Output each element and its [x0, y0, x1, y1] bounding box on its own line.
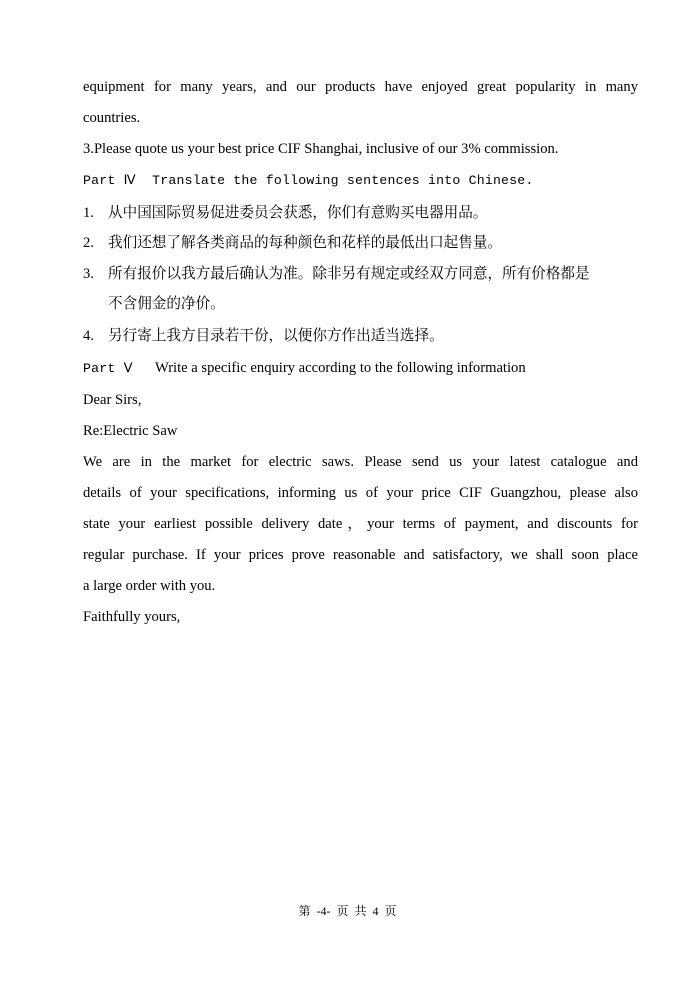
list-text: 我们还想了解各类商品的每种颜色和花样的最低出口起售量。 — [108, 234, 503, 251]
closing: Faithfully yours, — [83, 609, 181, 625]
part-v-text: Write a specific enquiry according to the following information — [155, 360, 526, 376]
list-item — [83, 233, 638, 253]
body-line: state your earliest possible delivery date，your terms of payment, and discounts for — [83, 516, 638, 532]
list-number: 4. — [83, 328, 94, 344]
list-number: 1. — [83, 205, 94, 221]
list-text: 不含佣金的净价。 — [108, 295, 225, 312]
part-v-label: Part Ⅴ — [83, 361, 133, 376]
body-line: regular purchase. If your prices prove reasonable and satisfactory, we shall soon place — [83, 547, 638, 563]
list-number: 3. — [83, 266, 94, 282]
list-text: 所有报价以我方最后确认为准。除非另有规定或经双方同意，所有价格都是 — [108, 265, 590, 282]
part-iv-heading: Part Ⅳ Translate the following sentences into Chinese. — [83, 173, 534, 188]
page-footer: 第 -4- 页 共 4 页 — [298, 904, 397, 918]
body-line: a large order with you. — [83, 578, 216, 594]
text-line: 3.Please quote us your best price CIF Shanghai, inclusive of our 3% commission. — [83, 141, 559, 157]
text-line: equipment for many years, and our products have enjoyed great popularity in many — [83, 79, 638, 95]
salutation: Dear Sirs, — [83, 392, 142, 408]
list-item — [83, 326, 638, 346]
list-text: 从中国国际贸易促进委员会获悉，你们有意购买电器用品。 — [108, 204, 488, 221]
body-line: details of your specifications, informing us of your price CIF Guangzhou, please also — [83, 485, 638, 501]
list-number: 2. — [83, 235, 94, 251]
list-item — [83, 203, 638, 223]
list-text: 另行寄上我方目录若干份，以便你方作出适当选择。 — [108, 327, 444, 344]
list-item — [83, 264, 638, 284]
list-item-continuation — [108, 294, 638, 314]
subject-line: Re:Electric Saw — [83, 423, 178, 439]
body-line: We are in the market for electric saws. Please send us your latest catalogue and — [83, 454, 638, 470]
text-line: countries. — [83, 110, 141, 126]
part-v-heading — [83, 358, 638, 379]
